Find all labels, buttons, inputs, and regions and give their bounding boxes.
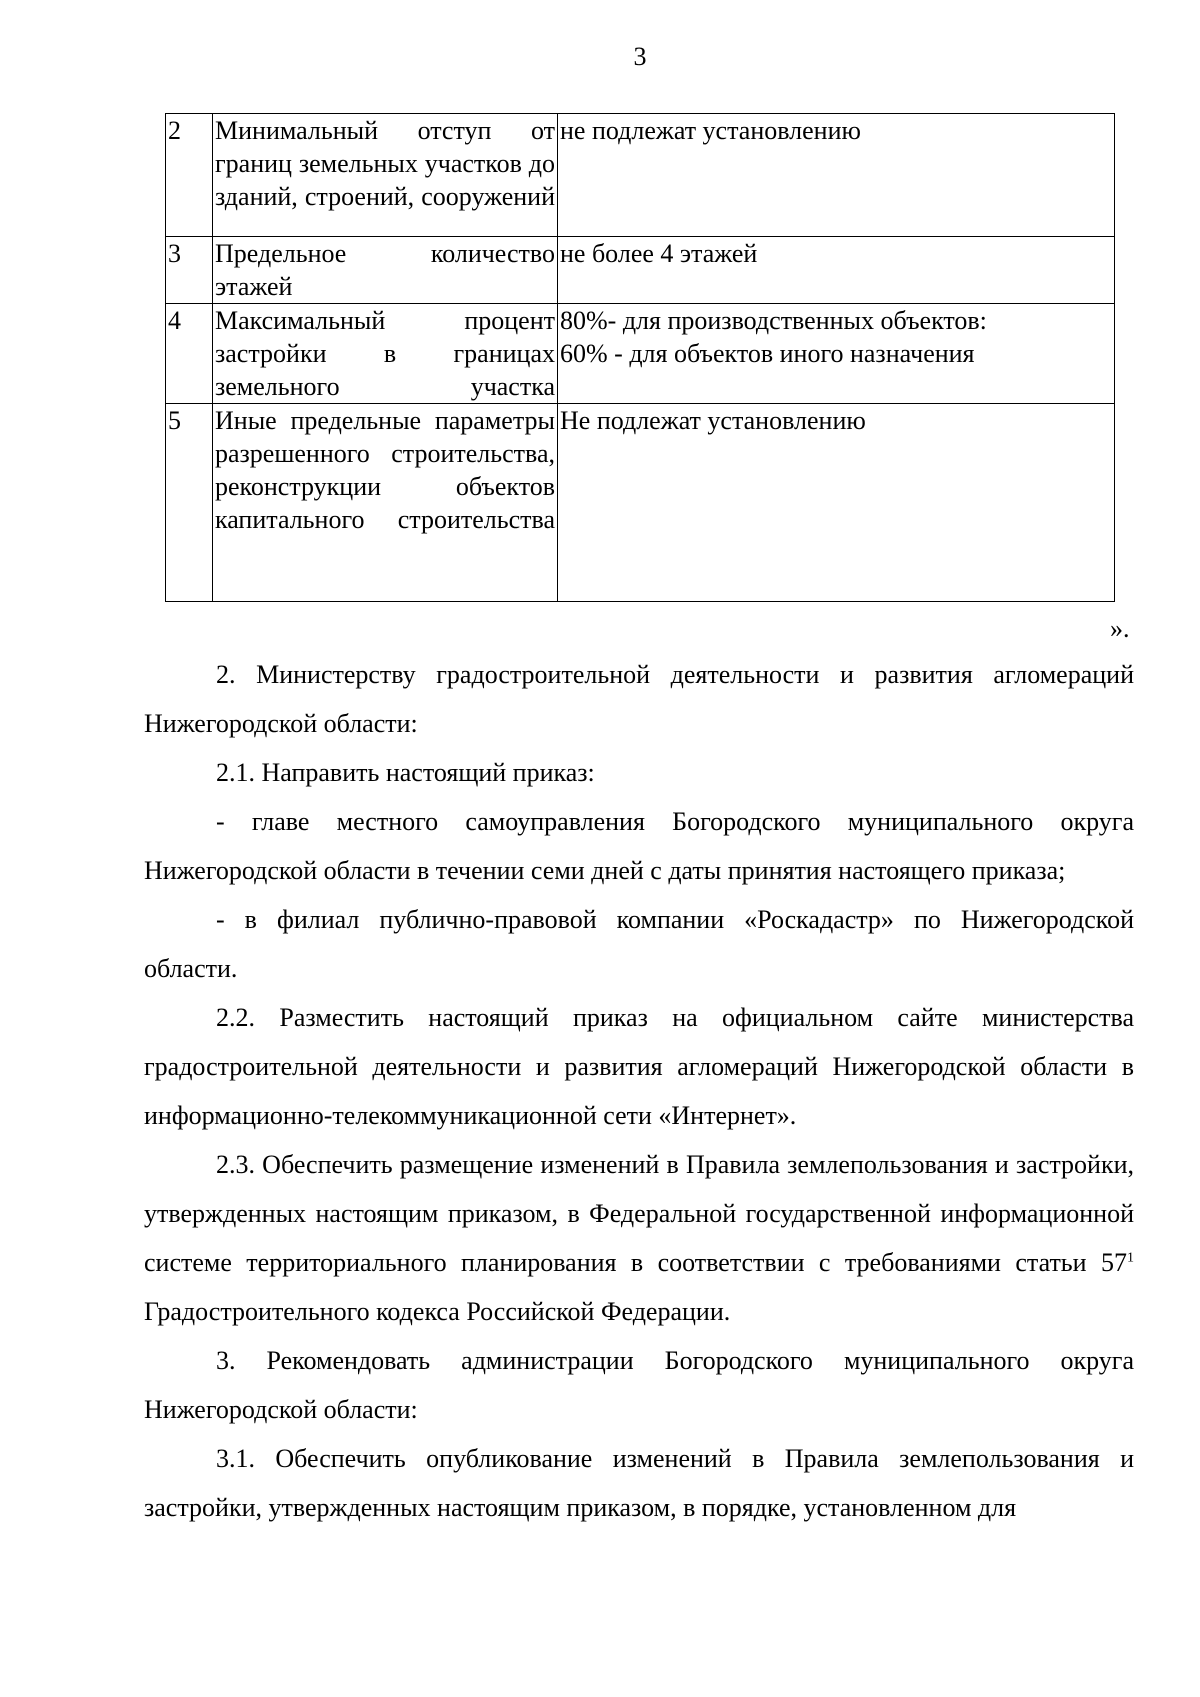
parameter-name: Максимальный процент застройки в границах земельного участка (213, 304, 558, 404)
paragraph: - в филиал публично-правовой компании «Роскадастр» по Нижегородской области. (144, 905, 1134, 983)
paragraph: 2.1. Направить настоящий приказ: (216, 758, 595, 787)
paragraph: 2.2. Разместить настоящий приказ на официальном сайте министерства градостроительной деятельности и развития агломераций Нижегородской области в информационно-телекоммуникационной сети «Интернет». (144, 1003, 1134, 1130)
paragraph: - главе местного самоуправления Богородского муниципального округа Нижегородской области в течении семи дней с даты принятия настоящего приказа; (144, 807, 1134, 885)
parameter-value-line: 60% - для объектов иного назначения (560, 339, 975, 368)
paragraph-text: Градостроительного кодекса Российской Федерации. (144, 1297, 731, 1326)
paragraph (144, 1140, 1134, 1336)
table-row (166, 404, 1115, 602)
table-row (166, 237, 1115, 304)
parameter-value: Не подлежат установлению (558, 404, 1115, 602)
page-number: 3 (633, 42, 647, 71)
parameter-name: Минимальный отступ от границ земельных участков до зданий, строений, сооружений (213, 114, 558, 237)
table-row (166, 114, 1115, 237)
row-number: 2 (166, 114, 213, 237)
parameters-table (165, 113, 1115, 602)
parameter-value: не подлежат установлению (558, 114, 1115, 237)
row-number: 3 (166, 237, 213, 304)
parameter-name: Предельное количество этажей (213, 237, 558, 304)
table-row (166, 304, 1115, 404)
paragraph-text: 2.3. Обеспечить размещение изменений в Правила землепользования и застройки, утвержденных настоящим приказом, в Федеральной государственной информационной системе территориального планирования в соответствии с требованиями статьи 57 (144, 1150, 1134, 1277)
row-number: 5 (166, 404, 213, 602)
superscript: 1 (1127, 1250, 1134, 1266)
paragraph: 3. Рекомендовать администрации Богородского муниципального округа Нижегородской области: (144, 1346, 1134, 1424)
closing-quote: ». (1110, 614, 1130, 643)
parameter-value: не более 4 этажей (558, 237, 1115, 304)
row-number: 4 (166, 304, 213, 404)
parameter-value (558, 304, 1115, 404)
parameter-name: Иные предельные параметры разрешенного строительства, реконструкции объектов капитального строительства (213, 404, 558, 602)
paragraph: 3.1. Обеспечить опубликование изменений в Правила землепользования и застройки, утвержденных настоящим приказом, в порядке, установленном для (144, 1444, 1134, 1522)
parameter-value-line: 80%- для производственных объектов: (560, 306, 987, 335)
paragraph: 2. Министерству градостроительной деятельности и развития агломераций Нижегородской области: (144, 660, 1134, 738)
body-text (144, 650, 1134, 1532)
